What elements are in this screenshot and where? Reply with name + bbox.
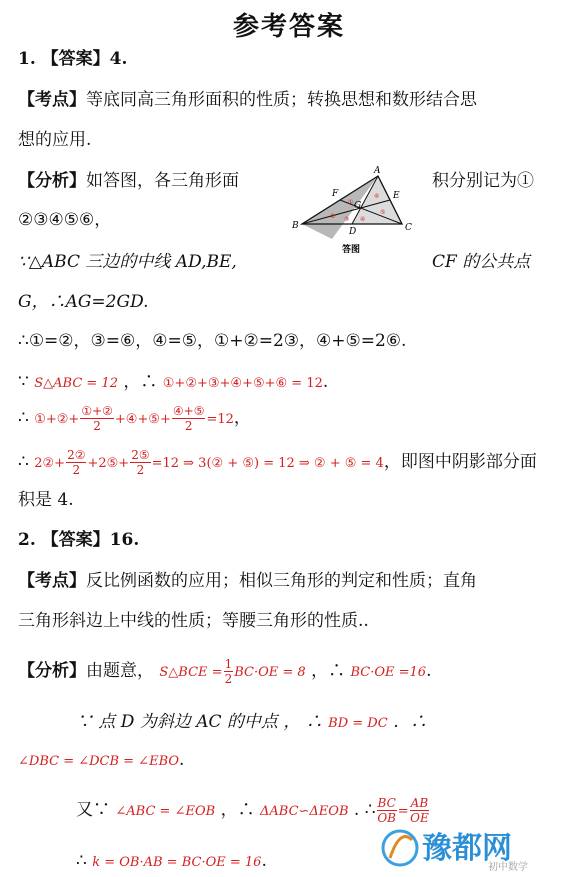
q2-area-bce: S△BCE = [159,665,223,680]
q1-line8-text: ，即图中阴影部分面 [383,452,537,472]
q2-fenxi-line1: 【分析】由题意， S△BCE = $\frac{1}{2}$ BC·OE = 8 ，∴ BC·OE =16. [18,657,432,686]
q1-fenxi-text1b: 积分别记为① [432,171,534,191]
q1-line8-therefore: ∴ [18,452,29,472]
q2-therefore1: ，∴ [311,661,346,681]
q2-angle-equal: ∠DBC = ∠DCB = ∠EBO [18,754,180,769]
logo-swoosh-icon [390,837,412,858]
region-1: ① [348,199,354,206]
q1-kaodian-line1 [18,88,477,112]
region-3: ③ [344,216,350,223]
q1-line8-term2: +2⑤+ [87,456,130,471]
q1-line7-result: =12 [206,412,234,427]
q1-answer: 1. 【答案】4. [18,49,128,69]
q1-fenxi-line3b: CF 的公共点 [432,252,531,272]
q1-kaodian-tag: 【考点】 [18,90,86,110]
q1-fenxi-line5: ∴①=②，③=⑥，④=⑤，①+②=2③，④+⑤=2⑥. [18,331,407,351]
q1-line8-term1: 2②+ [34,456,66,471]
q1-line7-frac2: $\frac{\text{④+⑤}}{2}$ [172,404,205,433]
q1-fenxi-text1a: 如答图，各三角形面 [86,171,239,191]
q1-line8-frac1: $\frac{\text{2②}}{2}$ [67,448,86,477]
q1-line6-because: ∵ [18,372,29,392]
figure-caption: 答图 [342,245,361,255]
q2-line4-therefore2: . ∴ [353,800,376,820]
q2-bc-oe-16: BC·OE =16 [350,665,427,680]
q1-line7-therefore: ∴ [18,408,29,428]
label-g: G [354,201,362,211]
q2-fenxi-tag: 【分析】 [18,661,86,681]
triangle-figure [290,164,420,260]
q2-ratio-ab-oe: $\frac{AB}{OE}$ [410,796,429,825]
q1-line7: ∴ ①+②+ $\frac{\text{①+②}}{2}$ +④+⑤+ $\frac{\text{④+⑤}}{2}$ =12， [18,404,251,433]
page-title: 参考答案 [232,12,345,42]
region-4: ④ [360,216,366,223]
q1-kaodian-text1: 等底同高三角形面积的性质；转换思想和数形结合思 [86,90,477,110]
logo-circle-icon [383,831,417,865]
q1-fenxi-line4: G，∴AG=2GD. [18,292,149,312]
q2-kaodian-text1: 反比例函数的应用；相似三角形的判定和性质；直角 [86,571,477,591]
q2-kaodian-line1 [18,569,477,593]
q1-area-abc: S△ABC = 12 [34,376,118,391]
q2-bc-oe-8: BC·OE = 8 [234,665,306,680]
q1-fenxi-line3a: ∵△ABC 三边的中线 AD,BE, [18,252,237,272]
q1-fenxi-line1 [18,169,239,193]
q2-line3: ∠DBC = ∠DCB = ∠EBO. [18,750,185,770]
q2-similar: ΔABC∽ΔEOB [260,804,349,819]
q1-line7-frac1: $\frac{\text{①+②}}{2}$ [81,404,113,433]
q1-kaodian-line2: 想的应用. [18,130,92,150]
q2-answer: 2. 【答案】16. [18,530,140,550]
q2-kaodian-tag: 【考点】 [18,571,86,591]
q1-line9: 积是 4. [18,490,74,510]
q2-line4: 又∵ ∠ABC = ∠EOB ，∴ ΔABC∽ΔEOB . ∴ $\frac{BC}{OB}$ = $\frac{AB}{OE}$ [76,796,429,825]
q1-fenxi-tag: 【分析】 [18,171,86,191]
watermark-text: 豫都网 [422,831,512,866]
q1-fenxi-line2: ②③④⑤⑥， [18,210,112,230]
q1-line6: ∵ S△ABC = 12 ，∴ ①+②+③+④+⑤+⑥ = 12. [18,372,329,392]
q2-fenxi-text: 由题意， [86,661,154,681]
region-6: ⑥ [374,193,380,200]
q2-line2-end: ．∴ [393,712,428,732]
q2-ratio-bc-ob: $\frac{BC}{OB}$ [377,796,396,825]
region-2: ② [330,213,336,220]
region-5: ⑤ [380,209,386,216]
q1-line8-result: =12 ⇒ 3(② + ⑤) = 12 ⇒ ② + ⑤ = 4 [151,456,384,471]
q1-sum-six: ①+②+③+④+⑤+⑥ = 12 [162,376,323,391]
q2-line4-therefore: ，∴ [220,800,255,820]
q2-line2 [76,710,427,736]
q2-line4-start: 又∵ [76,800,110,820]
label-f: F [332,189,339,199]
q2-half-frac: $\frac{1}{2}$ [224,657,233,686]
q2-line5-therefore: ∴ [76,851,87,871]
watermark-sub: 初中数学 [488,862,528,873]
label-a: A [374,166,381,176]
q1-line8-frac2: $\frac{\text{2⑤}}{2}$ [131,448,150,477]
q1-line7-term1: ①+②+ [34,412,80,427]
yudu-watermark-logo [378,818,578,876]
q2-kaodian-line2: 三角形斜边上中线的性质；等腰三角形的性质.. [18,611,369,631]
label-d: D [349,227,357,237]
q1-line6-therefore: ，∴ [123,372,158,392]
label-b: B [292,221,299,231]
label-e: E [393,191,400,201]
q1-line7-term2: +④+⑤+ [114,412,171,427]
q2-k-value: k = OB·AB = BC·OE = 16 [92,855,262,870]
q2-line5: ∴ k = OB·AB = BC·OE = 16. [76,851,267,871]
q2-bd-dc: BD = DC [328,716,388,731]
label-c: C [405,223,412,233]
q1-line8 [18,448,537,477]
q2-line2-text: ∵ 点 D 为斜边 AC 的中点 ， ∴ [76,712,323,732]
q2-angle-abc-eob: ∠ABC = ∠EOB [115,804,216,819]
